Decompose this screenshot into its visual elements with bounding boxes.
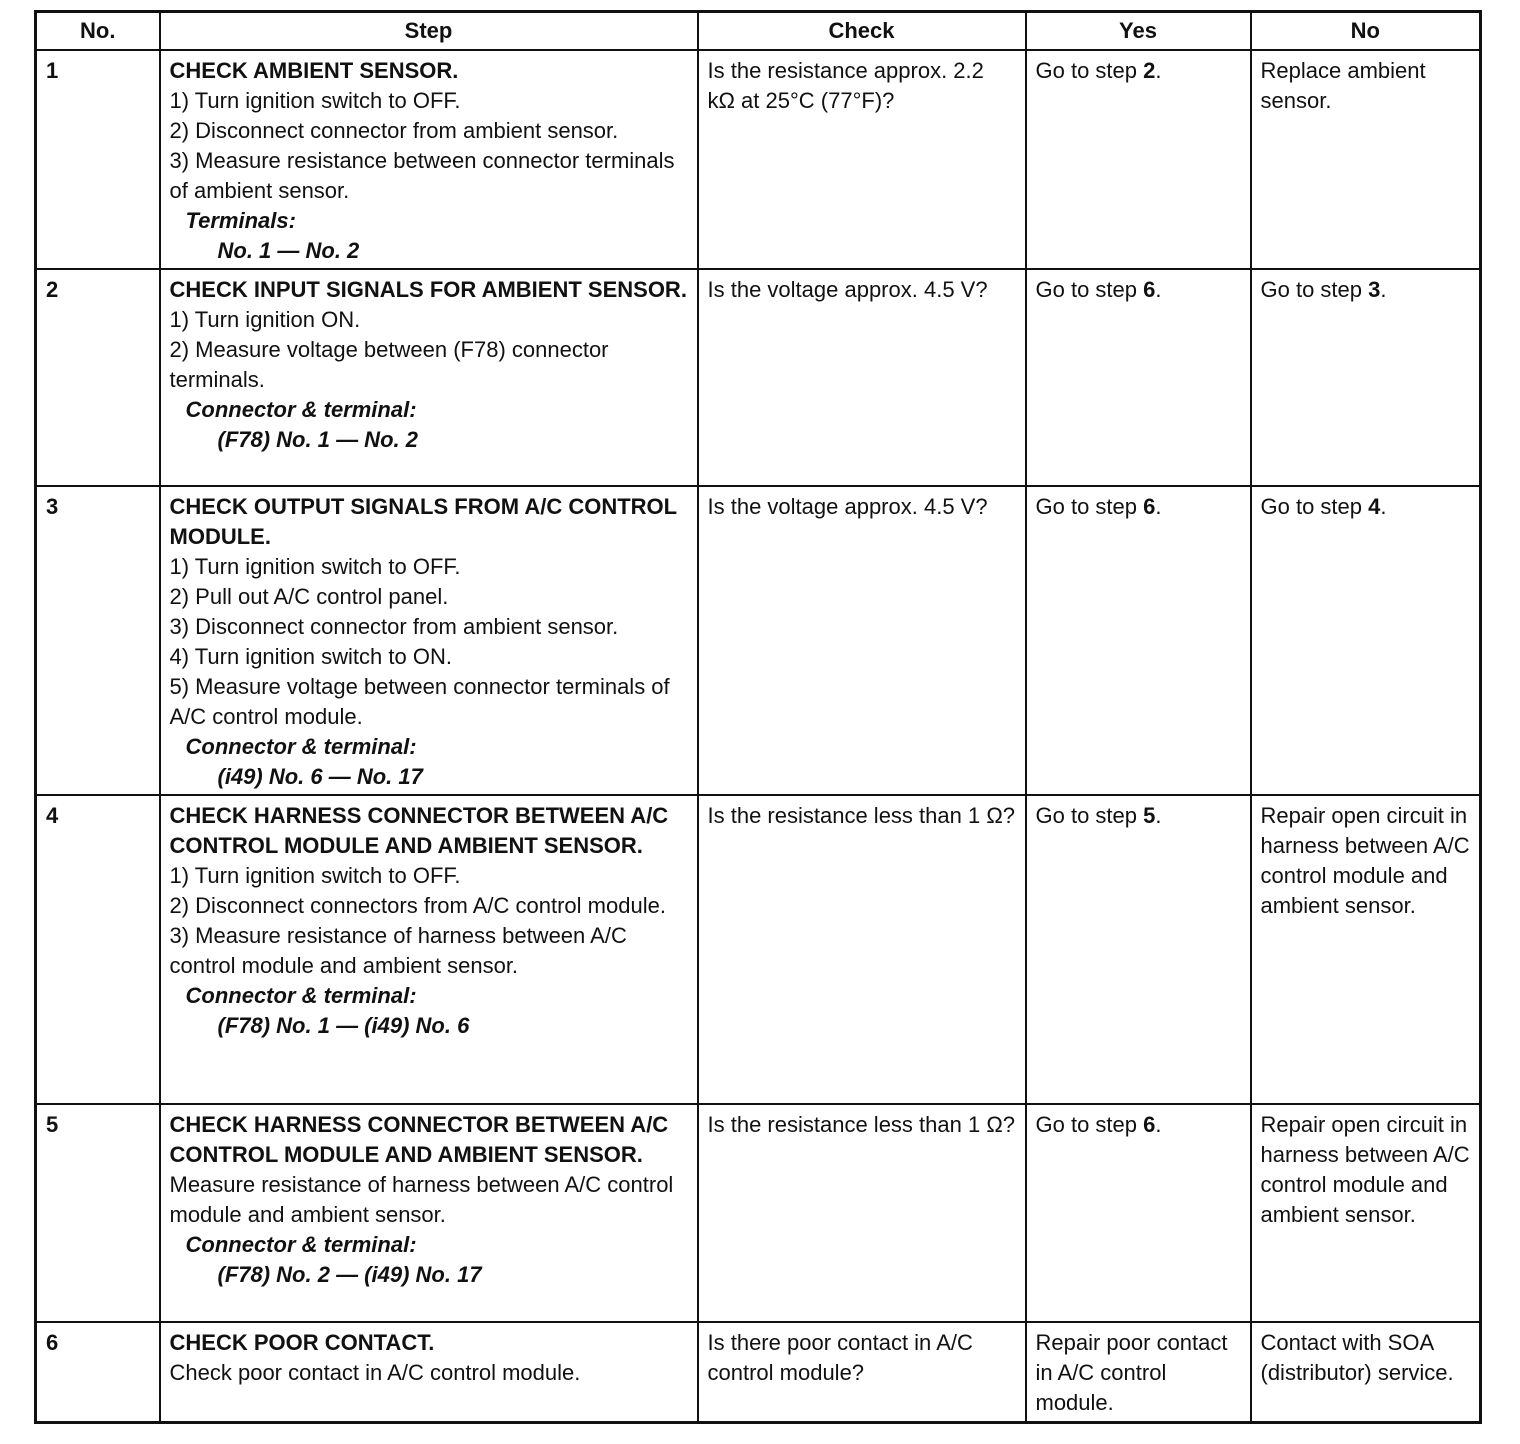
table-row — [36, 269, 1481, 486]
header-check: Check — [698, 12, 1026, 51]
no-action: Contact with SOA (distributor) service. — [1260, 1330, 1454, 1385]
yes-cell — [1026, 486, 1251, 795]
check-cell — [698, 1322, 1026, 1422]
step-subvalue: (F78) No. 2 — (i49) No. 17 — [217, 1262, 482, 1287]
yes-action: Go to step — [1035, 1112, 1144, 1137]
step-subvalue: (F78) No. 1 — (i49) No. 6 — [217, 1013, 470, 1038]
table-row — [36, 1322, 1481, 1422]
header-step: Step — [160, 12, 698, 51]
step-instruction: 1) Turn ignition ON. — [169, 307, 361, 332]
step-cell — [160, 486, 698, 795]
check-question: Is there poor contact in A/C control module? — [707, 1330, 973, 1385]
step-instruction: 4) Turn ignition switch to ON. — [169, 644, 452, 669]
no-action: Go to step — [1260, 494, 1369, 519]
step-sublabel: Terminals: — [185, 208, 296, 233]
step-sublabel: Connector & terminal: — [185, 397, 417, 422]
no-step-number: 3 — [1368, 277, 1381, 302]
table-row — [36, 1104, 1481, 1322]
yes-suffix: . — [1155, 58, 1162, 83]
step-cell — [160, 269, 698, 486]
step-title: CHECK HARNESS CONNECTOR BETWEEN A/C CONTROL MODULE AND AMBIENT SENSOR. — [169, 803, 669, 858]
step-instruction: 2) Measure voltage between (F78) connector terminals. — [169, 337, 609, 392]
no-step-number: 4 — [1368, 494, 1381, 519]
check-question: Is the resistance less than 1 Ω? — [707, 803, 1015, 828]
step-instruction: 1) Turn ignition switch to OFF. — [169, 554, 461, 579]
diagnostic-table — [34, 10, 1482, 1424]
step-instruction: Measure resistance of harness between A/C control module and ambient sensor. — [169, 1172, 674, 1227]
step-instruction: 3) Measure resistance of harness between A/C control module and ambient sensor. — [169, 923, 627, 978]
step-instruction: 2) Pull out A/C control panel. — [169, 584, 449, 609]
yes-action: Repair poor contact in A/C control module. — [1035, 1330, 1228, 1415]
header-row — [36, 12, 1481, 51]
step-cell — [160, 795, 698, 1104]
yes-action: Go to step — [1035, 277, 1144, 302]
check-question: Is the voltage approx. 4.5 V? — [707, 277, 988, 302]
step-number: 3 — [36, 486, 160, 795]
header-no-column: No — [1251, 12, 1481, 51]
step-instruction: 5) Measure voltage between connector terminals of A/C control module. — [169, 674, 670, 729]
yes-step-number: 6 — [1143, 1112, 1156, 1137]
table-body — [36, 50, 1481, 1422]
table-row — [36, 795, 1481, 1104]
yes-cell — [1026, 1104, 1251, 1322]
step-sublabel: Connector & terminal: — [185, 983, 417, 1008]
step-sublabel: Connector & terminal: — [185, 1232, 417, 1257]
yes-step-number: 6 — [1143, 277, 1156, 302]
no-action: Repair open circuit in harness between A/C control module and ambient sensor. — [1260, 803, 1470, 918]
yes-cell — [1026, 269, 1251, 486]
step-subvalue: (F78) No. 1 — No. 2 — [217, 427, 418, 452]
no-cell — [1251, 50, 1481, 269]
step-number: 5 — [36, 1104, 160, 1322]
step-instruction: 2) Disconnect connector from ambient sensor. — [169, 118, 619, 143]
yes-action: Go to step — [1035, 58, 1144, 83]
step-cell — [160, 1104, 698, 1322]
no-cell — [1251, 795, 1481, 1104]
yes-action: Go to step — [1035, 803, 1144, 828]
check-question: Is the voltage approx. 4.5 V? — [707, 494, 988, 519]
step-number: 1 — [36, 50, 160, 269]
step-instruction: 1) Turn ignition switch to OFF. — [169, 863, 461, 888]
step-instruction: Check poor contact in A/C control module. — [169, 1360, 581, 1385]
no-suffix: . — [1380, 494, 1387, 519]
yes-cell — [1026, 795, 1251, 1104]
step-title: CHECK HARNESS CONNECTOR BETWEEN A/C CONTROL MODULE AND AMBIENT SENSOR. — [169, 1112, 669, 1167]
step-title: CHECK POOR CONTACT. — [169, 1330, 435, 1355]
check-cell — [698, 50, 1026, 269]
yes-suffix: . — [1155, 277, 1162, 302]
step-title: CHECK INPUT SIGNALS FOR AMBIENT SENSOR. — [169, 277, 687, 302]
table-row — [36, 50, 1481, 269]
no-cell — [1251, 1104, 1481, 1322]
step-subvalue: (i49) No. 6 — No. 17 — [217, 764, 423, 789]
yes-suffix: . — [1155, 803, 1162, 828]
check-cell — [698, 1104, 1026, 1322]
no-suffix: . — [1380, 277, 1387, 302]
no-cell — [1251, 269, 1481, 486]
step-instruction: 1) Turn ignition switch to OFF. — [169, 88, 461, 113]
table-row — [36, 486, 1481, 795]
no-cell — [1251, 486, 1481, 795]
header-no: No. — [36, 12, 160, 51]
check-cell — [698, 795, 1026, 1104]
no-cell — [1251, 1322, 1481, 1422]
check-question: Is the resistance less than 1 Ω? — [707, 1112, 1015, 1137]
no-action: Replace ambient sensor. — [1260, 58, 1426, 113]
check-cell — [698, 486, 1026, 795]
yes-suffix: . — [1155, 1112, 1162, 1137]
header-yes: Yes — [1026, 12, 1251, 51]
step-instruction: 3) Measure resistance between connector terminals of ambient sensor. — [169, 148, 675, 203]
check-cell — [698, 269, 1026, 486]
yes-cell — [1026, 1322, 1251, 1422]
step-cell — [160, 1322, 698, 1422]
step-number: 4 — [36, 795, 160, 1104]
yes-suffix: . — [1155, 494, 1162, 519]
check-question: Is the resistance approx. 2.2 kΩ at 25°C (77°F)? — [707, 58, 984, 113]
step-subvalue: No. 1 — No. 2 — [217, 238, 360, 263]
yes-step-number: 5 — [1143, 803, 1156, 828]
step-title: CHECK OUTPUT SIGNALS FROM A/C CONTROL MODULE. — [169, 494, 677, 549]
yes-step-number: 6 — [1143, 494, 1156, 519]
step-number: 6 — [36, 1322, 160, 1422]
yes-step-number: 2 — [1143, 58, 1156, 83]
no-action: Go to step — [1260, 277, 1369, 302]
step-sublabel: Connector & terminal: — [185, 734, 417, 759]
step-cell — [160, 50, 698, 269]
step-instruction: 2) Disconnect connectors from A/C control module. — [169, 893, 666, 918]
yes-action: Go to step — [1035, 494, 1144, 519]
step-instruction: 3) Disconnect connector from ambient sensor. — [169, 614, 619, 639]
no-action: Repair open circuit in harness between A/C control module and ambient sensor. — [1260, 1112, 1470, 1227]
step-title: CHECK AMBIENT SENSOR. — [169, 58, 459, 83]
step-number: 2 — [36, 269, 160, 486]
yes-cell — [1026, 50, 1251, 269]
